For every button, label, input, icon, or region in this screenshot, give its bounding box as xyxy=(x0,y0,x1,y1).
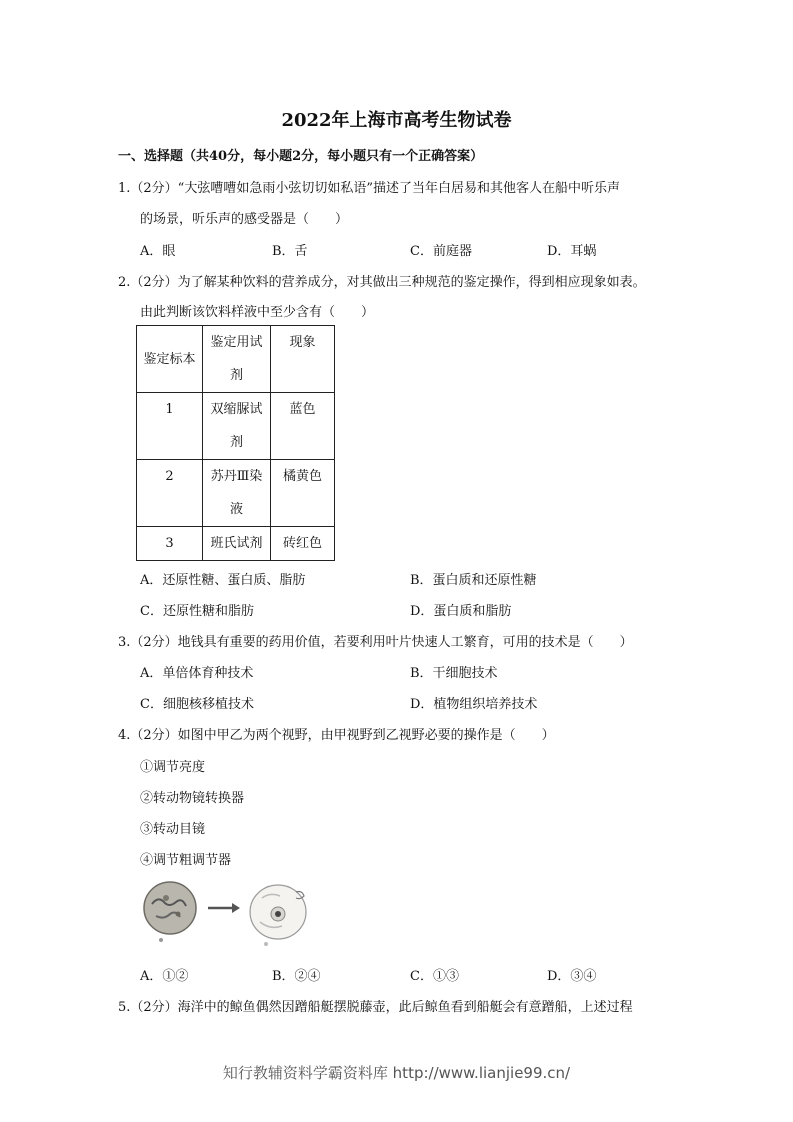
question-3-option-c: C．细胞核移植技术 xyxy=(140,697,254,712)
table-row xyxy=(137,460,335,527)
table-cell-line: 2 xyxy=(165,469,174,484)
table-cell xyxy=(271,460,335,527)
table-cell-line: 鉴定用试 xyxy=(210,335,263,350)
question-4-option-c: C．①③ xyxy=(410,969,459,984)
question-1-option-b: B．舌 xyxy=(272,244,308,259)
reagent-table xyxy=(136,325,335,561)
question-3-option-b: B．干细胞技术 xyxy=(410,666,498,681)
question-4-line-1: 4.（2分）如图中甲乙为两个视野，由甲视野到乙视野必要的操作是（ ） xyxy=(118,728,555,743)
question-4-item-3: ③转动目镜 xyxy=(140,822,206,837)
question-4-item-2: ②转动物镜转换器 xyxy=(140,791,245,806)
table-cell-line: 1 xyxy=(165,402,174,417)
table-cell xyxy=(203,527,271,561)
arrow-right-icon xyxy=(208,903,240,913)
table-cell-line: 苏丹Ⅲ染 xyxy=(210,469,263,484)
question-2-line-1: 2.（2分）为了解某种饮料的营养成分，对其做出三种规范的鉴定操作，得到相应现象如表。 xyxy=(118,275,646,290)
table-header-cell xyxy=(271,326,335,393)
question-2-option-d: D．蛋白质和脂肪 xyxy=(410,604,512,619)
field-of-view-jia xyxy=(144,882,196,942)
field-of-view-yi xyxy=(250,885,306,946)
table-cell-line: 橘黄色 xyxy=(282,469,322,484)
table-row xyxy=(137,527,335,561)
table-cell xyxy=(271,393,335,460)
question-1-option-c: C．前庭器 xyxy=(410,244,472,259)
question-4-option-b: B．②④ xyxy=(272,969,321,984)
table-cell-line: 剂 xyxy=(229,435,243,450)
question-4-option-d: D．③④ xyxy=(547,969,597,984)
page-title: 2022年上海市高考生物试卷 xyxy=(281,110,512,131)
question-2-line-2: 由此判断该饮料样液中至少含有（ ） xyxy=(140,305,375,320)
question-3-option-a: A．单倍体育种技术 xyxy=(140,666,254,681)
question-1-line-1: 1.（2分）“大弦嘈嘈如急雨小弦切切如私语”描述了当年白居易和其他客人在船中听乐声 xyxy=(118,181,620,196)
table-cell-line: 砖红色 xyxy=(282,536,322,551)
table-cell-line: 现象 xyxy=(289,335,316,350)
table-cell-line: 蓝色 xyxy=(289,402,316,417)
table-cell xyxy=(137,527,203,561)
question-3-line-1: 3.（2分）地钱具有重要的药用价值，若要利用叶片快速人工繁育，可用的技术是（ ） xyxy=(118,635,633,650)
table-header-cell xyxy=(203,326,271,393)
question-2-option-a: A．还原性糖、蛋白质、脂肪 xyxy=(140,573,306,588)
section-heading: 一、选择题（共40分，每小题2分，每小题只有一个正确答案） xyxy=(118,149,484,164)
table-cell-line: 液 xyxy=(229,502,243,517)
table-row xyxy=(137,393,335,460)
table-header-row xyxy=(137,326,335,393)
question-4-item-4: ④调节粗调节器 xyxy=(140,853,232,868)
question-2-option-b: B．蛋白质和还原性糖 xyxy=(410,573,537,588)
table-cell xyxy=(271,527,335,561)
question-4-option-a: A．①② xyxy=(140,969,189,984)
table-header-cell xyxy=(137,326,203,393)
table-cell xyxy=(137,460,203,527)
table-cell xyxy=(203,460,271,527)
table-cell xyxy=(203,393,271,460)
table-cell-line: 剂 xyxy=(229,368,243,383)
footer-watermark: 知行教辅资料学霸资料库 http://www.lianjie99.cn/ xyxy=(222,1064,571,1082)
table-cell-line: 双缩脲试 xyxy=(210,402,263,417)
table-cell xyxy=(137,393,203,460)
question-5-line-1: 5.（2分）海洋中的鲸鱼偶然因蹭船艇摆脱藤壶，此后鲸鱼看到船艇会有意蹭船，上述过程 xyxy=(118,1000,633,1015)
table-cell-line: 3 xyxy=(165,536,174,551)
question-2-option-c: C．还原性糖和脂肪 xyxy=(140,604,254,619)
question-1-option-d: D．耳蜗 xyxy=(547,244,597,259)
question-1-option-a: A．眼 xyxy=(140,244,176,259)
microscope-field-figure xyxy=(140,878,330,948)
question-4-item-1: ①调节亮度 xyxy=(140,760,206,775)
table-cell-line: 班氏试剂 xyxy=(210,536,263,551)
table-cell-line: 鉴定标本 xyxy=(143,351,196,367)
question-3-option-d: D．植物组织培养技术 xyxy=(410,697,538,712)
question-1-line-2: 的场景，听乐声的感受器是（ ） xyxy=(140,212,349,227)
